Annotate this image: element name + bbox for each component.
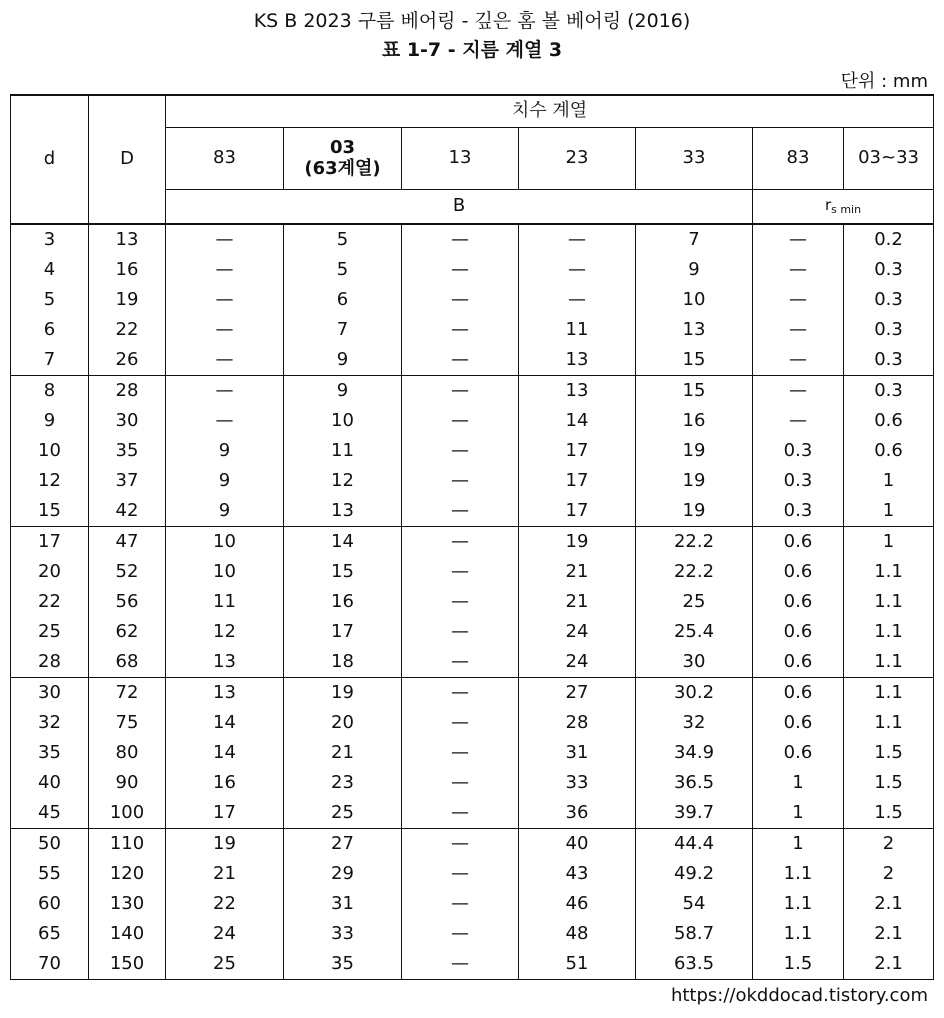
cell-b-13: — xyxy=(402,678,519,709)
cell-D: 100 xyxy=(89,798,166,829)
cell-b-23: 24 xyxy=(519,647,636,678)
table-row xyxy=(11,557,934,587)
cell-b-83: — xyxy=(166,406,284,436)
cell-rs-83: 0.3 xyxy=(753,466,844,496)
cell-b-13: — xyxy=(402,345,519,376)
cell-rs-83: — xyxy=(753,376,844,407)
cell-b-83: 24 xyxy=(166,919,284,949)
cell-b-03: 11 xyxy=(284,436,402,466)
table-row xyxy=(11,768,934,798)
table-row xyxy=(11,919,934,949)
cell-rs-03-33: 1 xyxy=(844,466,934,496)
cell-d: 9 xyxy=(11,406,89,436)
cell-b-23: 11 xyxy=(519,315,636,345)
cell-rs-03-33: 2.1 xyxy=(844,889,934,919)
cell-b-13: — xyxy=(402,798,519,829)
cell-d: 35 xyxy=(11,738,89,768)
cell-d: 55 xyxy=(11,859,89,889)
cell-b-03: 35 xyxy=(284,949,402,980)
table-row xyxy=(11,255,934,285)
cell-D: 47 xyxy=(89,527,166,558)
cell-rs-03-33: 1.5 xyxy=(844,768,934,798)
cell-rs-83: 0.6 xyxy=(753,678,844,709)
cell-rs-03-33: 0.3 xyxy=(844,285,934,315)
cell-rs-03-33: 2.1 xyxy=(844,919,934,949)
table-row xyxy=(11,708,934,738)
cell-b-23: 21 xyxy=(519,557,636,587)
cell-b-83: 13 xyxy=(166,647,284,678)
cell-rs-03-33: 1.5 xyxy=(844,738,934,768)
cell-b-33: 15 xyxy=(636,376,753,407)
cell-b-83: 12 xyxy=(166,617,284,647)
cell-rs-83: 0.6 xyxy=(753,738,844,768)
unit-label: 단위 : mm xyxy=(840,71,928,92)
table-row xyxy=(11,527,934,558)
cell-rs-03-33: 0.3 xyxy=(844,255,934,285)
cell-b-23: 14 xyxy=(519,406,636,436)
cell-b-03: 12 xyxy=(284,466,402,496)
cell-D: 130 xyxy=(89,889,166,919)
cell-b-33: 19 xyxy=(636,436,753,466)
cell-b-13: — xyxy=(402,285,519,315)
cell-b-33: 10 xyxy=(636,285,753,315)
cell-rs-83: — xyxy=(753,345,844,376)
cell-b-13: — xyxy=(402,496,519,527)
cell-b-23: 33 xyxy=(519,768,636,798)
cell-rs-83: — xyxy=(753,285,844,315)
cell-b-03: 16 xyxy=(284,587,402,617)
cell-d: 4 xyxy=(11,255,89,285)
cell-b-83: — xyxy=(166,376,284,407)
cell-rs-03-33: 1 xyxy=(844,527,934,558)
cell-b-23: 46 xyxy=(519,889,636,919)
cell-b-13: — xyxy=(402,466,519,496)
cell-b-83: — xyxy=(166,285,284,315)
cell-b-03: 29 xyxy=(284,859,402,889)
cell-b-03: 27 xyxy=(284,829,402,860)
table-row xyxy=(11,678,934,709)
cell-d: 50 xyxy=(11,829,89,860)
cell-b-13: — xyxy=(402,315,519,345)
cell-b-23: 48 xyxy=(519,919,636,949)
cell-b-03: 9 xyxy=(284,345,402,376)
table-row xyxy=(11,496,934,527)
cell-D: 37 xyxy=(89,466,166,496)
cell-rs-03-33: 2.1 xyxy=(844,949,934,980)
cell-b-83: — xyxy=(166,224,284,255)
cell-b-83: 14 xyxy=(166,708,284,738)
table-row xyxy=(11,949,934,980)
cell-D: 28 xyxy=(89,376,166,407)
cell-b-83: — xyxy=(166,255,284,285)
cell-b-33: 19 xyxy=(636,496,753,527)
cell-D: 35 xyxy=(89,436,166,466)
table-row xyxy=(11,406,934,436)
header-col-13: 13 xyxy=(402,128,519,190)
cell-b-33: 49.2 xyxy=(636,859,753,889)
cell-rs-03-33: 0.3 xyxy=(844,315,934,345)
cell-rs-83: 0.3 xyxy=(753,496,844,527)
cell-b-33: 13 xyxy=(636,315,753,345)
cell-rs-03-33: 1.1 xyxy=(844,587,934,617)
cell-rs-03-33: 0.6 xyxy=(844,406,934,436)
cell-d: 60 xyxy=(11,889,89,919)
cell-rs-83: 1.1 xyxy=(753,889,844,919)
cell-rs-83: 1 xyxy=(753,768,844,798)
cell-b-13: — xyxy=(402,889,519,919)
cell-b-23: 19 xyxy=(519,527,636,558)
cell-d: 40 xyxy=(11,768,89,798)
cell-rs-83: 0.6 xyxy=(753,527,844,558)
table-row xyxy=(11,436,934,466)
cell-b-13: — xyxy=(402,708,519,738)
cell-rs-03-33: 1.5 xyxy=(844,798,934,829)
cell-b-03: 10 xyxy=(284,406,402,436)
cell-b-83: 10 xyxy=(166,527,284,558)
cell-b-13: — xyxy=(402,376,519,407)
header-D: D xyxy=(89,95,166,224)
cell-d: 22 xyxy=(11,587,89,617)
cell-b-83: 9 xyxy=(166,436,284,466)
header-B: B xyxy=(166,190,753,225)
cell-d: 8 xyxy=(11,376,89,407)
table-row xyxy=(11,224,934,255)
cell-b-03: 21 xyxy=(284,738,402,768)
header-rs-symbol: r xyxy=(824,195,832,214)
cell-b-23: 27 xyxy=(519,678,636,709)
bearing-dimension-table xyxy=(10,94,934,980)
cell-b-13: — xyxy=(402,859,519,889)
cell-D: 75 xyxy=(89,708,166,738)
header-d: d xyxy=(11,95,89,224)
cell-b-83: 9 xyxy=(166,496,284,527)
cell-b-13: — xyxy=(402,919,519,949)
table-row xyxy=(11,315,934,345)
cell-b-83: — xyxy=(166,345,284,376)
header-col-rs-03-33: 03~33 xyxy=(844,128,934,190)
cell-b-23: 13 xyxy=(519,345,636,376)
cell-b-83: 11 xyxy=(166,587,284,617)
table-row xyxy=(11,798,934,829)
header-col-23: 23 xyxy=(519,128,636,190)
cell-rs-03-33: 2 xyxy=(844,859,934,889)
cell-D: 13 xyxy=(89,224,166,255)
cell-D: 80 xyxy=(89,738,166,768)
cell-b-13: — xyxy=(402,255,519,285)
cell-b-13: — xyxy=(402,768,519,798)
cell-rs-83: 0.6 xyxy=(753,617,844,647)
cell-b-33: 63.5 xyxy=(636,949,753,980)
cell-D: 150 xyxy=(89,949,166,980)
cell-b-83: 21 xyxy=(166,859,284,889)
header-dimension-series: 치수 계열 xyxy=(166,95,934,128)
cell-rs-83: 0.6 xyxy=(753,557,844,587)
cell-b-33: 25.4 xyxy=(636,617,753,647)
cell-rs-03-33: 0.3 xyxy=(844,376,934,407)
cell-b-03: 5 xyxy=(284,224,402,255)
cell-D: 68 xyxy=(89,647,166,678)
table-row xyxy=(11,376,934,407)
cell-rs-03-33: 0.2 xyxy=(844,224,934,255)
table-row xyxy=(11,587,934,617)
header-col-03-sublabel: (63계열) xyxy=(304,157,381,179)
cell-b-13: — xyxy=(402,647,519,678)
cell-D: 140 xyxy=(89,919,166,949)
cell-b-13: — xyxy=(402,949,519,980)
cell-b-03: 15 xyxy=(284,557,402,587)
cell-b-83: 14 xyxy=(166,738,284,768)
cell-b-03: 17 xyxy=(284,617,402,647)
cell-b-03: 31 xyxy=(284,889,402,919)
cell-b-33: 7 xyxy=(636,224,753,255)
cell-rs-83: 1.5 xyxy=(753,949,844,980)
cell-rs-83: — xyxy=(753,255,844,285)
cell-D: 72 xyxy=(89,678,166,709)
cell-b-23: — xyxy=(519,285,636,315)
cell-D: 19 xyxy=(89,285,166,315)
table-row xyxy=(11,345,934,376)
cell-b-83: 17 xyxy=(166,798,284,829)
cell-rs-03-33: 1.1 xyxy=(844,617,934,647)
cell-D: 120 xyxy=(89,859,166,889)
cell-b-13: — xyxy=(402,829,519,860)
cell-d: 20 xyxy=(11,557,89,587)
cell-b-13: — xyxy=(402,406,519,436)
cell-b-33: 22.2 xyxy=(636,557,753,587)
cell-rs-03-33: 1.1 xyxy=(844,557,934,587)
cell-b-23: — xyxy=(519,224,636,255)
cell-D: 110 xyxy=(89,829,166,860)
cell-b-23: 17 xyxy=(519,496,636,527)
cell-b-23: 24 xyxy=(519,617,636,647)
cell-D: 52 xyxy=(89,557,166,587)
table-row xyxy=(11,647,934,678)
cell-d: 5 xyxy=(11,285,89,315)
cell-b-03: 14 xyxy=(284,527,402,558)
cell-d: 70 xyxy=(11,949,89,980)
cell-D: 56 xyxy=(89,587,166,617)
table-row xyxy=(11,889,934,919)
cell-d: 12 xyxy=(11,466,89,496)
header-col-03 xyxy=(284,128,402,190)
cell-b-23: 36 xyxy=(519,798,636,829)
cell-b-33: 19 xyxy=(636,466,753,496)
cell-b-33: 16 xyxy=(636,406,753,436)
cell-rs-03-33: 1.1 xyxy=(844,647,934,678)
cell-b-03: 23 xyxy=(284,768,402,798)
cell-rs-83: 0.3 xyxy=(753,436,844,466)
cell-d: 6 xyxy=(11,315,89,345)
cell-b-23: 40 xyxy=(519,829,636,860)
header-col-33: 33 xyxy=(636,128,753,190)
table-row xyxy=(11,285,934,315)
cell-d: 25 xyxy=(11,617,89,647)
cell-rs-83: 1.1 xyxy=(753,919,844,949)
cell-b-33: 9 xyxy=(636,255,753,285)
cell-D: 62 xyxy=(89,617,166,647)
cell-b-13: — xyxy=(402,527,519,558)
header-col-83: 83 xyxy=(166,128,284,190)
table-subtitle: 표 1-7 - 지름 계열 3 xyxy=(381,39,563,61)
cell-rs-03-33: 1.1 xyxy=(844,708,934,738)
header-col-03-label: 03 xyxy=(329,136,356,158)
cell-b-83: 13 xyxy=(166,678,284,709)
table-row xyxy=(11,829,934,860)
header-col-rs-83: 83 xyxy=(753,128,844,190)
cell-b-33: 44.4 xyxy=(636,829,753,860)
cell-d: 15 xyxy=(11,496,89,527)
table-row xyxy=(11,617,934,647)
cell-b-23: 21 xyxy=(519,587,636,617)
cell-D: 16 xyxy=(89,255,166,285)
table-body xyxy=(11,224,934,980)
cell-d: 28 xyxy=(11,647,89,678)
cell-rs-03-33: 2 xyxy=(844,829,934,860)
header-rs-min xyxy=(753,190,934,225)
cell-d: 7 xyxy=(11,345,89,376)
cell-rs-83: — xyxy=(753,224,844,255)
cell-b-33: 39.7 xyxy=(636,798,753,829)
cell-b-33: 58.7 xyxy=(636,919,753,949)
cell-b-23: 17 xyxy=(519,466,636,496)
cell-b-83: 10 xyxy=(166,557,284,587)
table-row xyxy=(11,738,934,768)
cell-D: 90 xyxy=(89,768,166,798)
cell-b-23: 43 xyxy=(519,859,636,889)
cell-b-13: — xyxy=(402,587,519,617)
cell-rs-83: 1 xyxy=(753,829,844,860)
cell-b-03: 18 xyxy=(284,647,402,678)
cell-b-33: 36.5 xyxy=(636,768,753,798)
cell-rs-03-33: 1 xyxy=(844,496,934,527)
cell-b-23: — xyxy=(519,255,636,285)
cell-b-83: 19 xyxy=(166,829,284,860)
cell-b-13: — xyxy=(402,738,519,768)
cell-b-03: 13 xyxy=(284,496,402,527)
cell-d: 45 xyxy=(11,798,89,829)
cell-b-13: — xyxy=(402,436,519,466)
cell-b-33: 25 xyxy=(636,587,753,617)
cell-b-33: 32 xyxy=(636,708,753,738)
cell-b-03: 5 xyxy=(284,255,402,285)
cell-d: 17 xyxy=(11,527,89,558)
cell-b-23: 28 xyxy=(519,708,636,738)
cell-b-23: 51 xyxy=(519,949,636,980)
cell-b-03: 6 xyxy=(284,285,402,315)
cell-b-03: 19 xyxy=(284,678,402,709)
cell-D: 26 xyxy=(89,345,166,376)
cell-b-33: 30 xyxy=(636,647,753,678)
cell-b-03: 20 xyxy=(284,708,402,738)
cell-rs-83: 0.6 xyxy=(753,587,844,617)
cell-b-23: 31 xyxy=(519,738,636,768)
cell-rs-03-33: 1.1 xyxy=(844,678,934,709)
cell-b-03: 33 xyxy=(284,919,402,949)
cell-rs-83: 1.1 xyxy=(753,859,844,889)
cell-b-83: 22 xyxy=(166,889,284,919)
table-row xyxy=(11,859,934,889)
cell-rs-83: 1 xyxy=(753,798,844,829)
cell-D: 22 xyxy=(89,315,166,345)
cell-b-83: 9 xyxy=(166,466,284,496)
cell-d: 32 xyxy=(11,708,89,738)
cell-b-83: 16 xyxy=(166,768,284,798)
cell-d: 10 xyxy=(11,436,89,466)
cell-b-23: 17 xyxy=(519,436,636,466)
cell-b-33: 15 xyxy=(636,345,753,376)
cell-b-33: 34.9 xyxy=(636,738,753,768)
document-title: KS B 2023 구름 베어링 - 깊은 홈 볼 베어링 (2016) xyxy=(253,10,691,32)
cell-b-03: 7 xyxy=(284,315,402,345)
cell-b-13: — xyxy=(402,224,519,255)
cell-rs-83: 0.6 xyxy=(753,708,844,738)
cell-rs-83: — xyxy=(753,315,844,345)
cell-rs-03-33: 0.6 xyxy=(844,436,934,466)
cell-b-13: — xyxy=(402,617,519,647)
cell-rs-03-33: 0.3 xyxy=(844,345,934,376)
cell-b-33: 54 xyxy=(636,889,753,919)
cell-b-83: — xyxy=(166,315,284,345)
cell-d: 3 xyxy=(11,224,89,255)
cell-b-83: 25 xyxy=(166,949,284,980)
cell-d: 65 xyxy=(11,919,89,949)
source-url: https://okddocad.tistory.com xyxy=(670,985,928,1006)
cell-D: 30 xyxy=(89,406,166,436)
cell-b-33: 22.2 xyxy=(636,527,753,558)
header-rs-subscript: s min xyxy=(831,202,862,216)
table-row xyxy=(11,466,934,496)
cell-d: 30 xyxy=(11,678,89,709)
cell-b-13: — xyxy=(402,557,519,587)
cell-b-03: 25 xyxy=(284,798,402,829)
cell-rs-83: 0.6 xyxy=(753,647,844,678)
cell-rs-83: — xyxy=(753,406,844,436)
cell-D: 42 xyxy=(89,496,166,527)
cell-b-33: 30.2 xyxy=(636,678,753,709)
cell-b-03: 9 xyxy=(284,376,402,407)
cell-b-23: 13 xyxy=(519,376,636,407)
